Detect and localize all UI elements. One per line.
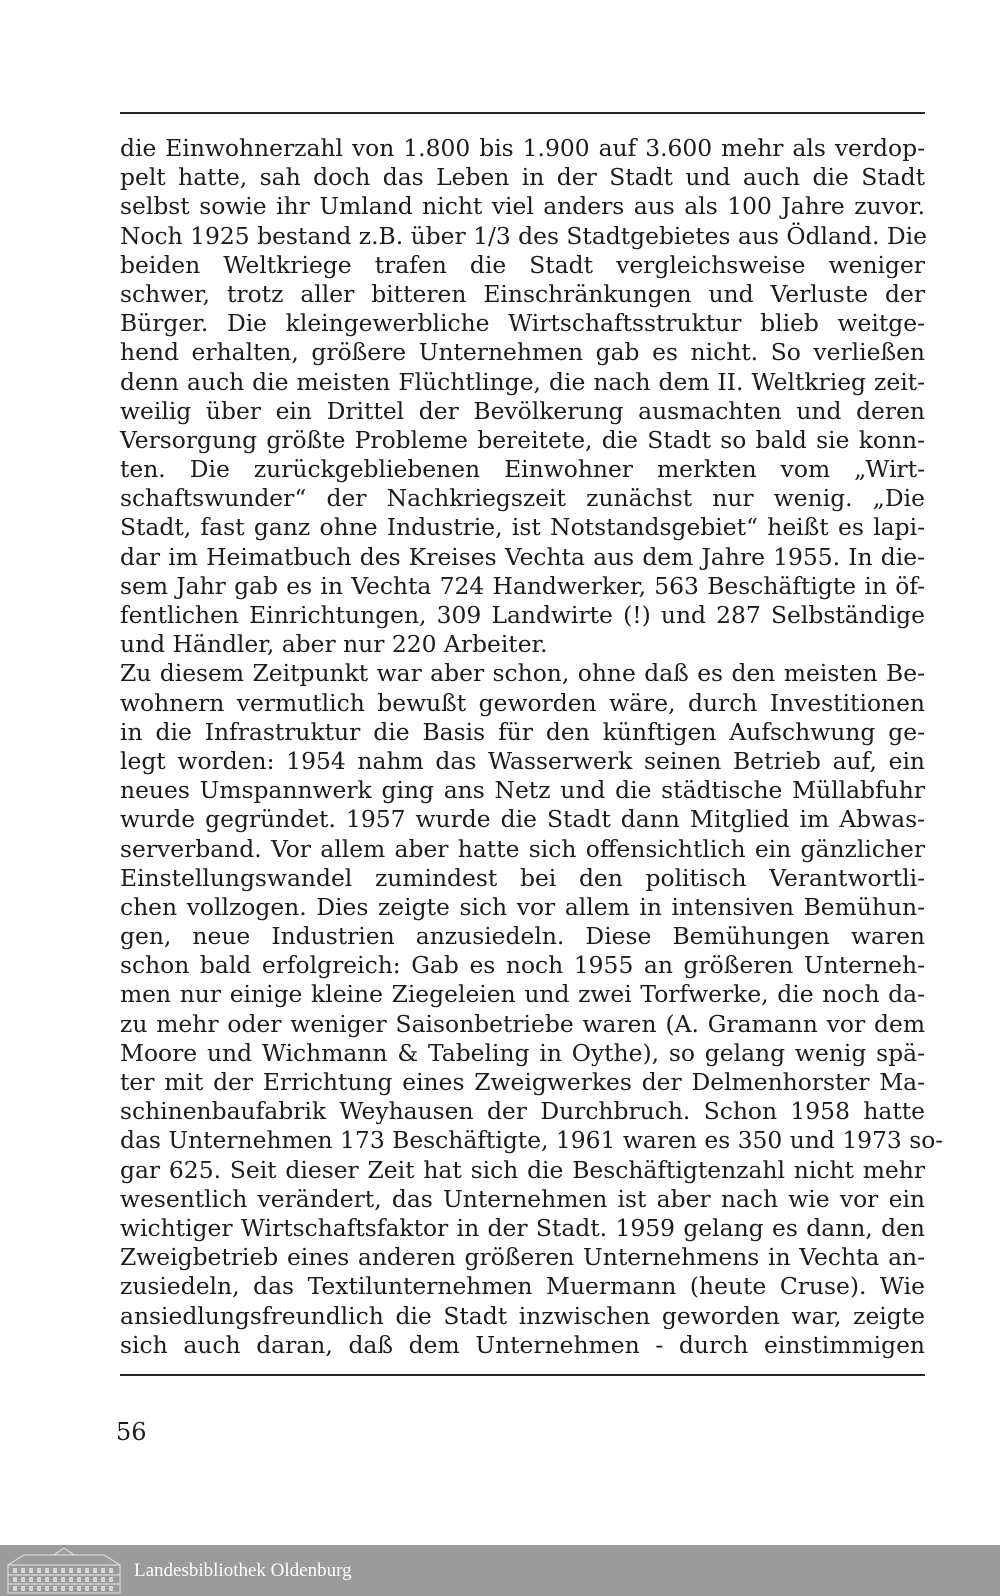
text-line: schwer, trotz aller bitteren Einschränkungen und Verluste der [120, 279, 925, 308]
text-line: beiden Weltkriege trafen die Stadt vergleichsweise weniger [120, 250, 925, 279]
text-line: dar im Heimatbuch des Kreises Vechta aus dem Jahre 1955. In die- [120, 542, 925, 571]
text-line: gen, neue Industrien anzusiedeln. Diese Bemühungen waren [120, 922, 925, 951]
text-line: Zweigbetrieb eines anderen größeren Unternehmens in Vechta an- [120, 1243, 925, 1272]
text-line: pelt hatte, sah doch das Leben in der Stadt und auch die Stadt [120, 163, 925, 192]
text-line: die Einwohnerzahl von 1.800 bis 1.900 auf 3.600 mehr als verdop- [120, 134, 925, 162]
library-footer [0, 1545, 1000, 1596]
footer-rule [120, 1374, 925, 1376]
text-line: Bürger. Die kleingewerbliche Wirtschaftsstruktur blieb weitge- [120, 309, 925, 338]
text-line: Moore und Wichmann & Tabeling in Oythe), so gelang wenig spä- [120, 1038, 925, 1067]
text-line: wohnern vermutlich bewußt geworden wäre, durch Investitionen [120, 688, 925, 717]
text-line: legt worden: 1954 nahm das Wasserwerk seinen Betrieb auf, ein [120, 746, 925, 775]
text-line: ansiedlungsfreundlich die Stadt inzwischen geworden war, zeigte [120, 1301, 925, 1330]
text-line: chen vollzogen. Dies zeigte sich vor allem in intensiven Bemühun- [120, 892, 925, 921]
text-line: zu mehr oder weniger Saisonbetriebe waren (A. Gramann vor dem [120, 1009, 925, 1038]
text-line: denn auch die meisten Flüchtlinge, die nach dem II. Weltkrieg zeit- [120, 367, 925, 396]
body-text [120, 134, 944, 1360]
text-line: und Händler, aber nur 220 Arbeiter. [120, 630, 548, 659]
text-line: das Unternehmen 173 Beschäftigte, 1961 waren es 350 und 1973 so- [120, 1126, 944, 1155]
text-line: sich auch daran, daß dem Unternehmen - durch einstimmigen [120, 1330, 925, 1359]
text-line: Versorgung größte Probleme bereitete, die Stadt so bald sie konn- [120, 425, 925, 454]
text-line: Zu diesem Zeitpunkt war aber schon, ohne daß es den meisten Be- [120, 659, 925, 688]
text-line: gar 625. Seit dieser Zeit hat sich die Beschäftigtenzahl nicht mehr [120, 1155, 925, 1184]
text-line: fentlichen Einrichtungen, 309 Landwirte (!) und 287 Selbständige [120, 601, 925, 629]
text-line: sem Jahr gab es in Vechta 724 Handwerker, 563 Beschäftigte in öf- [120, 571, 925, 600]
library-name: Landesbibliothek Oldenburg [134, 1559, 352, 1581]
text-line: schon bald erfolgreich: Gab es noch 1955 an größeren Unterneh- [120, 951, 925, 980]
text-line: wichtiger Wirtschaftsfaktor in der Stadt. 1959 gelang es dann, den [120, 1213, 925, 1242]
text-line: Stadt, fast ganz ohne Industrie, ist Notstandsgebiet“ heißt es lapi- [120, 513, 925, 542]
text-line: weilig über ein Drittel der Bevölkerung ausmachten und deren [120, 396, 925, 425]
page-number: 56 [116, 1418, 147, 1446]
text-line: schinenbaufabrik Weyhausen der Durchbruch. Schon 1958 hatte [120, 1097, 925, 1126]
library-building-icon [4, 1545, 124, 1596]
text-line: in die Infrastruktur die Basis für den künftigen Aufschwung ge- [120, 717, 925, 746]
text-line: Noch 1925 bestand z.B. über 1/3 des Stadtgebietes aus Ödland. Die [120, 221, 927, 250]
text-line: schaftswunder“ der Nachkriegszeit zunächst nur wenig. „Die [120, 484, 925, 513]
text-line: wesentlich verändert, das Unternehmen ist aber nach wie vor ein [120, 1184, 925, 1213]
header-rule [120, 112, 925, 114]
text-line: selbst sowie ihr Umland nicht viel anders aus als 100 Jahre zuvor. [120, 192, 925, 221]
text-line: neues Umspannwerk ging ans Netz und die städtische Müllabfuhr [120, 776, 925, 805]
text-line: ter mit der Errichtung eines Zweigwerkes der Delmenhorster Ma- [120, 1068, 925, 1096]
text-line: ten. Die zurückgebliebenen Einwohner merkten vom „Wirt- [120, 455, 925, 484]
text-line: serverband. Vor allem aber hatte sich offensichtlich ein gänzlicher [120, 834, 925, 863]
text-line: zusiedeln, das Textilunternehmen Muermann (heute Cruse). Wie [120, 1272, 925, 1301]
text-line: men nur einige kleine Ziegeleien und zwei Torfwerke, die noch da- [120, 980, 925, 1009]
text-line: hend erhalten, größere Unternehmen gab es nicht. So verließen [120, 338, 925, 367]
text-line: Einstellungswandel zumindest bei den politisch Verantwortli- [120, 863, 925, 892]
text-line: wurde gegründet. 1957 wurde die Stadt dann Mitglied im Abwas- [120, 805, 925, 834]
